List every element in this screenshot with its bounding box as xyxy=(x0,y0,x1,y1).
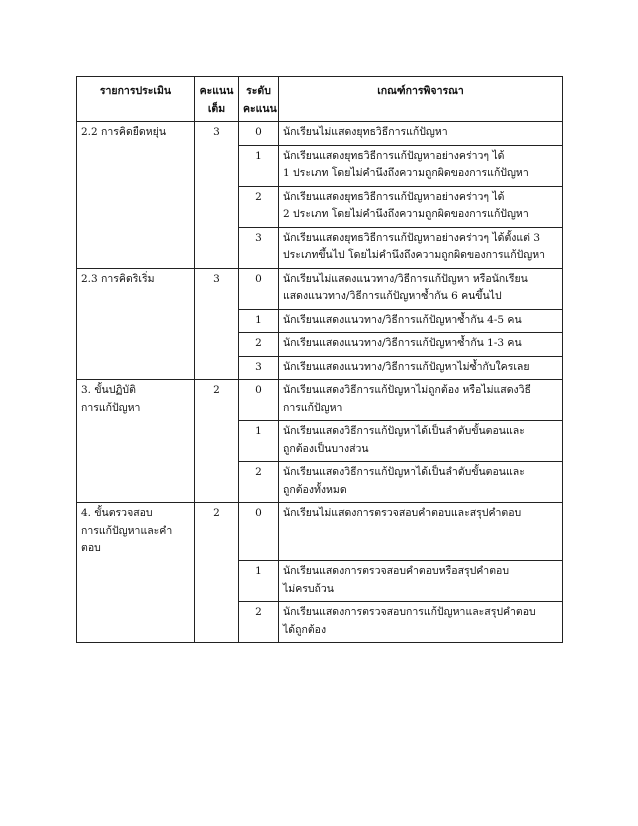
table-row xyxy=(77,462,563,503)
topic-text: การแก้ปัญหาและคำตอบ xyxy=(81,524,173,554)
table-row xyxy=(77,268,563,309)
criteria-cell xyxy=(279,186,563,227)
level-cell: 2 xyxy=(239,602,279,643)
criteria-text: นักเรียนแสดงการตรวจสอบคำตอบหรือสรุปคำตอบ xyxy=(283,565,509,577)
criteria-text: นักเรียนแสดงแนวทาง/วิธีการแก้ปัญหาซ้ำกัน 1-3 คน xyxy=(283,337,522,349)
level-cell: 0 xyxy=(239,380,279,421)
table-row xyxy=(77,309,563,333)
criteria-text: นักเรียนแสดงยุทธวิธีการแก้ปัญหาอย่างคร่าวๆ ได้ xyxy=(283,149,505,162)
criteria-text: ถูกต้องเป็นบางส่วน xyxy=(283,442,369,455)
level-cell: 1 xyxy=(239,145,279,186)
topic-cell-empty xyxy=(77,356,195,380)
full-score-cell: 2 xyxy=(195,380,239,421)
header-full-score-line2: เต็ม xyxy=(207,102,226,115)
header-criteria: เกณฑ์การพิจารณา xyxy=(279,77,563,122)
level-cell: 0 xyxy=(239,268,279,309)
full-score-cell-empty xyxy=(195,561,239,602)
criteria-cell xyxy=(279,268,563,309)
topic-cell-empty xyxy=(77,421,195,462)
header-level-line2: คะแนน xyxy=(243,102,277,115)
table-row xyxy=(77,145,563,186)
topic-text: 2.2 การคิดยืดหยุ่น xyxy=(81,126,166,138)
criteria-cell xyxy=(279,561,563,602)
level-cell: 2 xyxy=(239,186,279,227)
criteria-text: ประเภทขึ้นไป โดยไม่คำนึงถึงความถูกผิดของการแก้ปัญหา xyxy=(283,249,546,261)
header-item: รายการประเมิน xyxy=(77,77,195,122)
table-row xyxy=(77,356,563,380)
topic-cell-empty xyxy=(77,309,195,333)
full-score-cell-empty xyxy=(195,145,239,186)
full-score-cell: 3 xyxy=(195,268,239,309)
criteria-text: ไม่ครบถ้วน xyxy=(283,582,334,595)
level-cell: 1 xyxy=(239,309,279,333)
table-row xyxy=(77,602,563,643)
level-cell: 3 xyxy=(239,356,279,380)
criteria-text: นักเรียนแสดงการตรวจสอบการแก้ปัญหาและสรุปคำตอบ xyxy=(283,606,536,618)
topic-cell-empty xyxy=(77,602,195,643)
criteria-text: ได้ถูกต้อง xyxy=(283,623,327,636)
criteria-cell xyxy=(279,380,563,421)
criteria-text: นักเรียนแสดงแนวทาง/วิธีการแก้ปัญหาไม่ซ้ำกับใครเลย xyxy=(283,360,530,373)
rubric-table xyxy=(76,76,563,643)
topic-text: 2.3 การคิดริเริ่ม xyxy=(81,272,155,285)
topic-text: 3. ขั้นปฏิบัติ xyxy=(81,384,136,396)
full-score-cell-empty xyxy=(195,309,239,333)
criteria-text: 1 ประเภท โดยไม่คำนึงถึงความถูกผิดของการแก้ปัญหา xyxy=(283,167,529,179)
level-cell: 2 xyxy=(239,462,279,503)
topic-cell-empty xyxy=(77,561,195,602)
criteria-cell xyxy=(279,145,563,186)
criteria-text: ถูกต้องทั้งหมด xyxy=(283,483,347,496)
table-row xyxy=(77,561,563,602)
level-cell: 1 xyxy=(239,421,279,462)
criteria-text: นักเรียนแสดงวิธีการแก้ปัญหาไม่ถูกต้อง หรือไม่แสดงวิธี xyxy=(283,384,531,396)
header-level-line1: ระดับ xyxy=(246,85,271,97)
criteria-text: 2 ประเภท โดยไม่คำนึงถึงความถูกผิดของการแก้ปัญหา xyxy=(283,208,529,220)
table-row xyxy=(77,421,563,462)
full-score-cell-empty xyxy=(195,462,239,503)
criteria-cell xyxy=(279,309,563,333)
criteria-cell xyxy=(279,333,563,357)
header-full-score xyxy=(195,77,239,122)
header-full-score-line1: คะแนน xyxy=(199,85,234,97)
topic-cell-empty xyxy=(77,227,195,268)
topic-cell xyxy=(77,268,195,309)
table-row xyxy=(77,186,563,227)
table-row xyxy=(77,122,563,146)
table-row xyxy=(77,227,563,268)
full-score-cell: 3 xyxy=(195,122,239,146)
topic-cell xyxy=(77,503,195,561)
level-cell: 2 xyxy=(239,333,279,357)
full-score-cell-empty xyxy=(195,421,239,462)
rubric-body xyxy=(77,122,563,643)
criteria-text: นักเรียนแสดงยุทธวิธีการแก้ปัญหาอย่างคร่าวๆ ได้ตั้งแต่ 3 xyxy=(283,231,541,244)
topic-text: การแก้ปัญหา xyxy=(81,401,141,414)
table-row xyxy=(77,380,563,421)
level-cell: 0 xyxy=(239,122,279,146)
table-row xyxy=(77,503,563,561)
topic-cell-empty xyxy=(77,333,195,357)
full-score-cell-empty xyxy=(195,333,239,357)
criteria-text: นักเรียนไม่แสดงยุทธวิธีการแก้ปัญหา xyxy=(283,126,448,138)
topic-cell-empty xyxy=(77,462,195,503)
level-cell: 0 xyxy=(239,503,279,561)
criteria-text: นักเรียนแสดงวิธีการแก้ปัญหาได้เป็นลำดับขั้นตอนและ xyxy=(283,466,525,478)
criteria-cell xyxy=(279,503,563,561)
table-row xyxy=(77,333,563,357)
criteria-cell xyxy=(279,356,563,380)
criteria-cell xyxy=(279,462,563,503)
criteria-text: นักเรียนแสดงยุทธวิธีการแก้ปัญหาอย่างคร่าวๆ ได้ xyxy=(283,190,505,203)
criteria-cell xyxy=(279,227,563,268)
topic-cell-empty xyxy=(77,145,195,186)
full-score-cell-empty xyxy=(195,227,239,268)
criteria-cell xyxy=(279,602,563,643)
topic-cell xyxy=(77,380,195,421)
criteria-cell xyxy=(279,122,563,146)
criteria-text: นักเรียนไม่แสดงการตรวจสอบคำตอบและสรุปคำตอบ xyxy=(283,507,522,519)
criteria-text: นักเรียนแสดงแนวทาง/วิธีการแก้ปัญหาซ้ำกัน 4-5 คน xyxy=(283,313,522,326)
criteria-text: นักเรียนไม่แสดงแนวทาง/วิธีการแก้ปัญหา หรือนักเรียน xyxy=(283,272,528,285)
table-header-row xyxy=(77,77,563,122)
level-cell: 3 xyxy=(239,227,279,268)
full-score-cell: 2 xyxy=(195,503,239,561)
topic-text: 4. ขั้นตรวจสอบ xyxy=(81,507,153,519)
full-score-cell-empty xyxy=(195,186,239,227)
header-level xyxy=(239,77,279,122)
criteria-text: การแก้ปัญหา xyxy=(283,401,343,414)
full-score-cell-empty xyxy=(195,356,239,380)
criteria-text: แสดงแนวทาง/วิธีการแก้ปัญหาซ้ำกัน 6 คนขึ้นไป xyxy=(283,290,502,302)
full-score-cell-empty xyxy=(195,602,239,643)
topic-cell xyxy=(77,122,195,146)
criteria-cell xyxy=(279,421,563,462)
topic-cell-empty xyxy=(77,186,195,227)
level-cell: 1 xyxy=(239,561,279,602)
criteria-text: นักเรียนแสดงวิธีการแก้ปัญหาได้เป็นลำดับขั้นตอนและ xyxy=(283,425,525,437)
